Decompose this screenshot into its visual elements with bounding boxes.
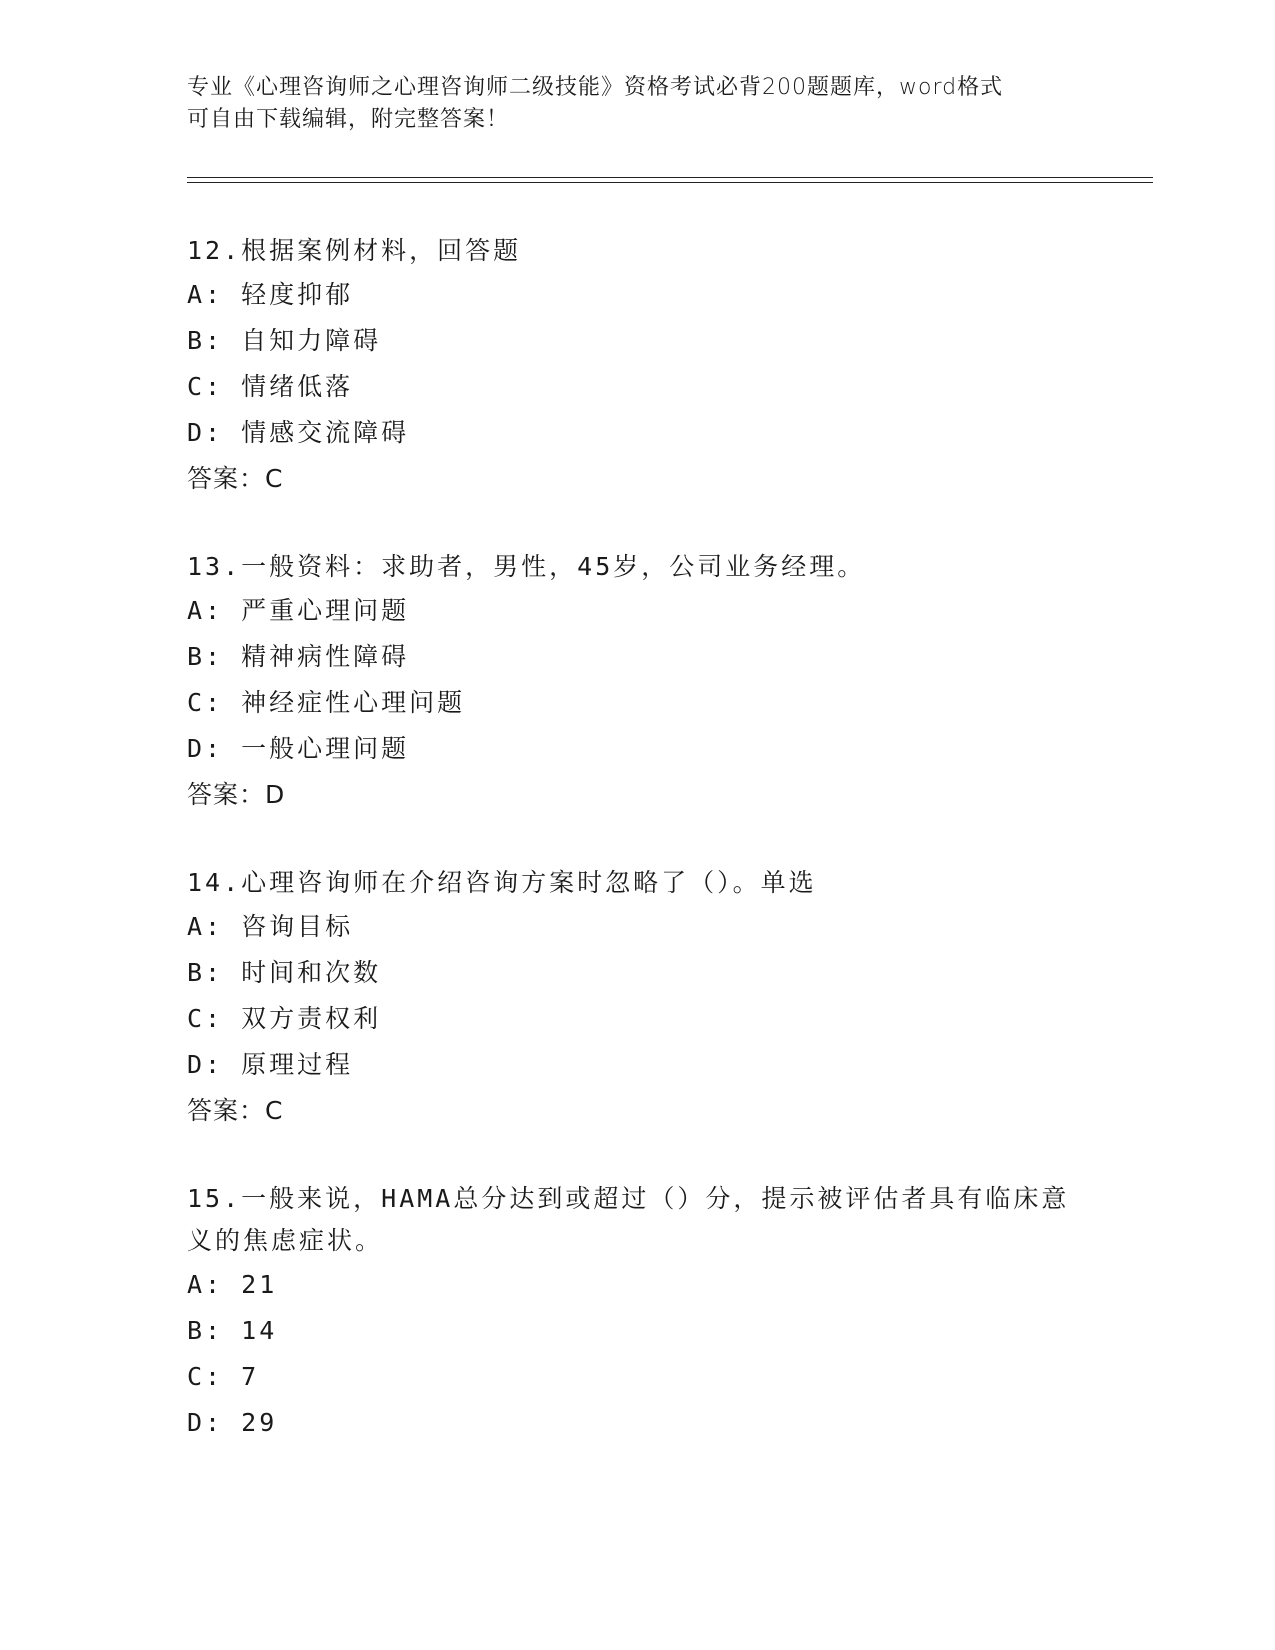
- option-b: B: 14: [187, 1316, 278, 1345]
- header-divider-bottom: [187, 182, 1153, 183]
- option-c: C: 情绪低落: [187, 372, 354, 401]
- question-stem-line-1: 15.一般来说，HAMA总分达到或超过（）分，提示被评估者具有临床意: [187, 1184, 1070, 1213]
- header-line-1: 专业《心理咨询师之心理咨询师二级技能》资格考试必背200题题库，word格式: [187, 75, 1004, 100]
- document-header: [187, 72, 1087, 136]
- option-a: A: 咨询目标: [187, 912, 354, 941]
- option-c: C: 7: [187, 1362, 260, 1391]
- header-line-2: 可自由下载编辑，附完整答案！: [187, 107, 510, 132]
- option-b: B: 时间和次数: [187, 958, 382, 987]
- option-a: A: 严重心理问题: [187, 596, 410, 625]
- option-c: C: 神经症性心理问题: [187, 688, 466, 717]
- question-stem: 12.根据案例材料，回答题: [187, 236, 522, 265]
- option-a: A: 21: [187, 1270, 278, 1299]
- option-b: B: 精神病性障碍: [187, 642, 410, 671]
- option-b: B: 自知力障碍: [187, 326, 382, 355]
- question-stem: 14.心理咨询师在介绍咨询方案时忽略了（）。单选: [187, 868, 817, 897]
- question-15: [187, 1178, 1087, 1446]
- option-d: D: 29: [187, 1408, 278, 1437]
- option-d: D: 情感交流障碍: [187, 418, 410, 447]
- question-stem: 13.一般资料：求助者，男性，45岁，公司业务经理。: [187, 552, 866, 581]
- answer-line: 答案：C: [187, 464, 284, 493]
- header-divider-top: [187, 177, 1153, 178]
- question-12: [187, 230, 1087, 502]
- answer-line: 答案：C: [187, 1096, 284, 1125]
- question-14: [187, 862, 1087, 1134]
- question-13: [187, 546, 1087, 818]
- answer-line: 答案：D: [187, 780, 286, 809]
- option-a: A: 轻度抑郁: [187, 280, 354, 309]
- option-d: D: 一般心理问题: [187, 734, 410, 763]
- option-d: D: 原理过程: [187, 1050, 354, 1079]
- option-c: C: 双方责权利: [187, 1004, 382, 1033]
- question-stem-line-2: 义的焦虑症状。: [187, 1226, 384, 1255]
